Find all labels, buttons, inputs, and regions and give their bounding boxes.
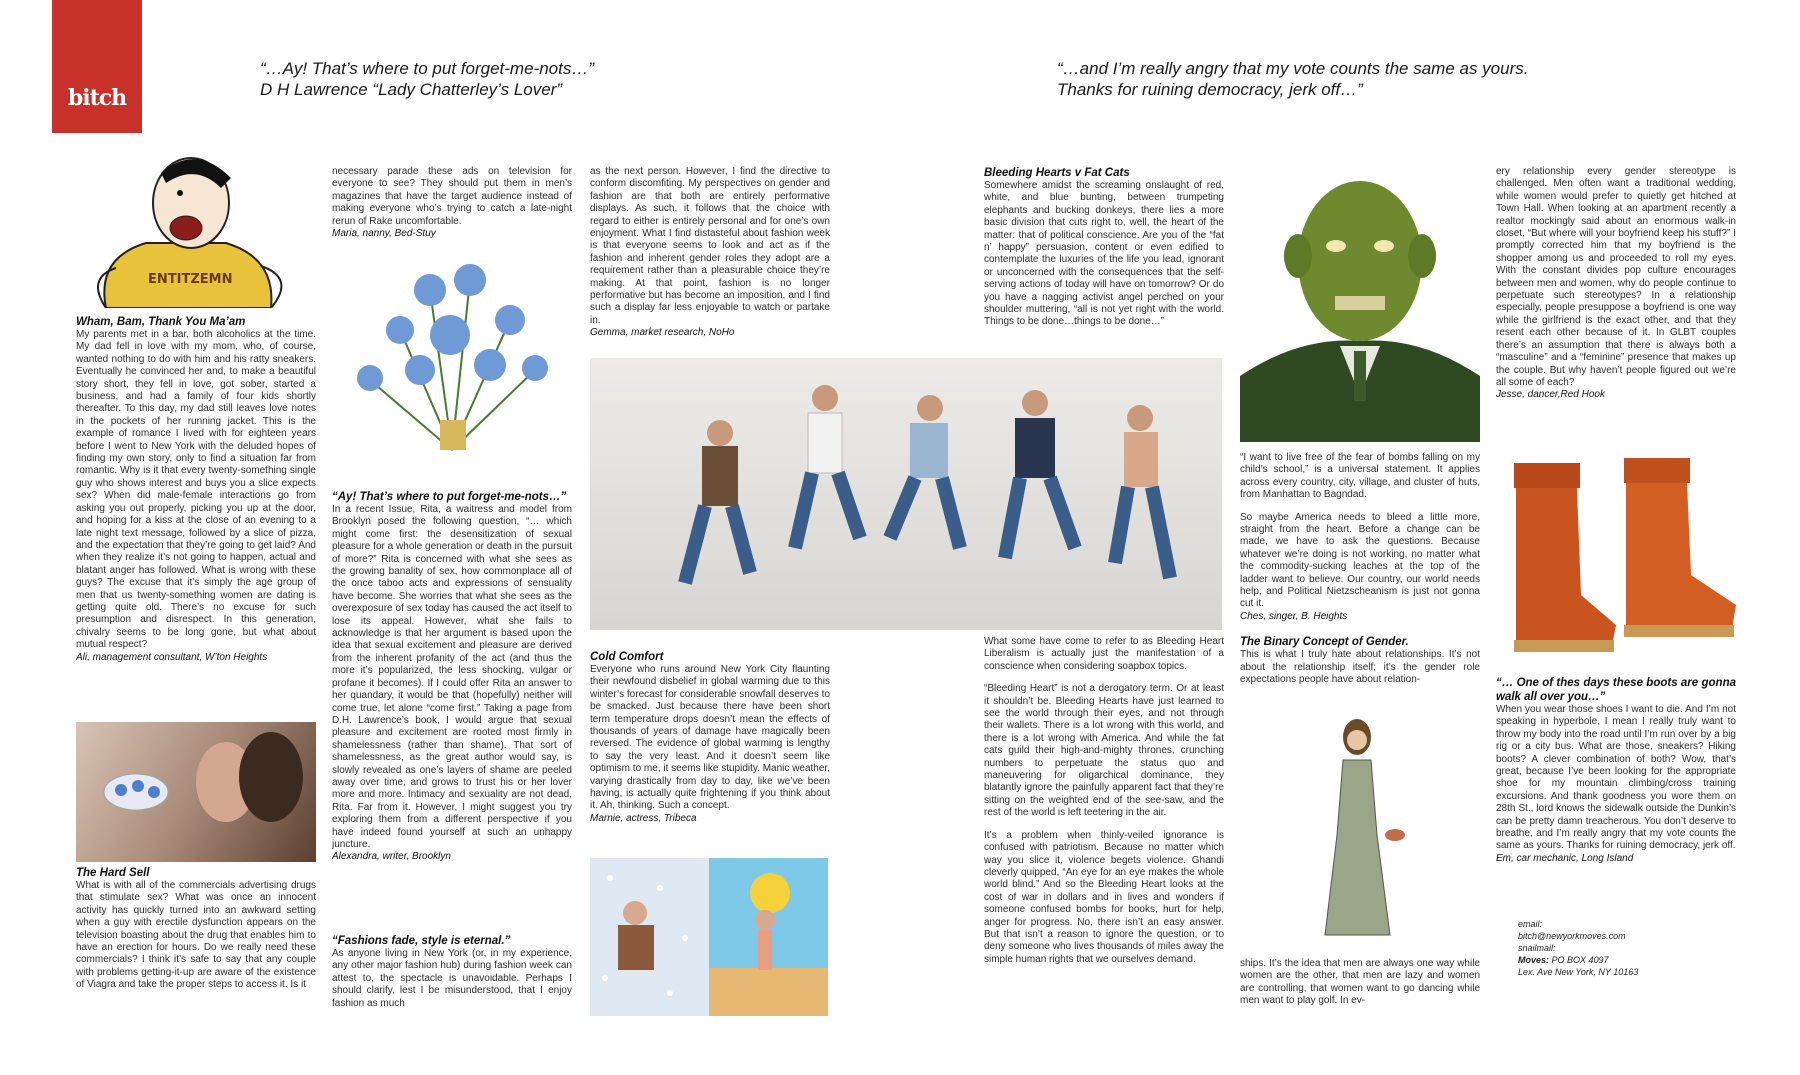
article-body-boots: When you wear those shoes I want to die. And I’m not speaking in hyperbole, I mean I really truly want to throw my body into the road until I’m run over by a big rig or a city bus. What are those, sneakers? Hiking boots? A clever combination of both? Wow, that’s great, because I’ve been looking for the appropriate shoe for my mountain climbing/cross training excursions. And thank goodness you wore them on 28th St., lord knows the sidewalk outside the Dunkin’s can be pretty damn treacherous. You don’t deserve to breathe, and I’m really angry that my vote counts the same as yours. Thanks for ruining democracy, jerk off. — [1496, 704, 1736, 852]
article-title-binary-gender: The Binary Concept of Gender. — [1240, 636, 1409, 649]
article-signature-ali: Ali, management consultant, W’ton Heights — [76, 651, 268, 663]
universal-statement-paragraph: “I want to live free of the fear of bombs falling on my child’s school,” is a universal statement. It applies across every country, city, village, and cluster of huts, from Manhattan to Bagndad. — [1240, 452, 1480, 501]
column-2-intro — [332, 166, 572, 240]
bleeding-hearts-paragraph-2: “Bleeding Heart” is not a derogatory term. Or at least it shouldn’t be. Bleeding Hearts have just learned to see the world through their eyes, and not through their wallets. There is a lot wrong with this world, and there is a lot wrong with America. And while the fat cats guild their high-and-mighty thrones, crunching numbers to perpetuate the status quo and maneuvering for oligarchical dominance, they blatantly ignore the painfully apparent fact that they’re sitting on the weighted end of the see-saw, and the rest of the world is left teetering in the air. — [984, 683, 1224, 819]
magazine-logo — [52, 0, 142, 133]
article-title-boots: “… One of thes days these boots are gonna walk all over you…” — [1496, 677, 1736, 703]
column-2-article — [332, 490, 572, 920]
couple-kissing-photo — [76, 722, 316, 862]
bleed-a-little-paragraph: So maybe America needs to bleed a little more, straight from the heart. Before a change can be made, we have to ask the questions. Because whatever we’re doing is not working, no matter what the commodity-sucking leaches at the top of the ladder want to believe. Our country, our world needs help, and Political Nietzscheanism is just not gonna cut it. — [1240, 511, 1480, 610]
header-quote-right-line1: “…and I’m really angry that my vote counts the same as yours. — [1057, 59, 1529, 78]
city-address: Lex. Ave New York, NY 10163 — [1518, 967, 1639, 977]
article-body-gender-cont: ery relationship every gender stereotype is challenged. Men often want a traditional wedding, while women would prefer to quietly get hitched at Town Hall. When looking at an apartment recently a realtor mockingly said about an enormous walk-in closet, “But where will your boyfriend keep his stuff?” I promptly corrected him that my boyfriend is the shopper among us and proceeded to roll my eyes. With the constant divides pop culture encourages between men and women, why do people continue to perpetuate such stereotypes? In a relationship especially, people presuppose a boyfriend is one way while the girlfriend is the exact other, and that they resent each other because of it. In GLBT couples there’s an assumption that there is always both a “masculine” and a “feminine” presence that makes up the couple. But why haven’t people figured out we’re all some of each? — [1496, 166, 1736, 388]
article-title-forget-me-nots: “Ay! That’s where to put forget-me-nots…” — [332, 491, 567, 503]
column-6-intro — [1496, 166, 1736, 436]
article-body-fashions-fade: As anyone living in New York (or, in my experience, any other major fashion hub) during fashion week can attest to, the spectacle is unavoidable. Perhaps I should clarify, lest I be misunderstood, that I enjoy fashion as much — [332, 948, 572, 1009]
article-body-binary-gender-cont: ships. It’s the idea that men are always one way while women are the other, that men are lazy and women are controlling, that women want to go dancing while men want to play golf. In ev- — [1240, 958, 1480, 1007]
email-address[interactable]: bitch@newyorkmoves.com — [1518, 931, 1626, 941]
column-1-hard-sell — [76, 866, 316, 1016]
forget-me-nots-illustration — [340, 250, 565, 485]
article-title-hard-sell: The Hard Sell — [76, 867, 150, 879]
column-3-article — [590, 650, 830, 855]
column-6-article — [1496, 676, 1736, 908]
article-signature-jesse: Jesse, dancer,Red Hook — [1496, 389, 1605, 401]
column-5-bottom — [1240, 958, 1480, 1018]
article-title-wham-bam: Wham, Bam, Thank You Ma’am — [76, 316, 246, 328]
article-signature-em: Em, car mechanic, Long Island — [1496, 852, 1634, 864]
header-quote-left — [260, 58, 860, 100]
cartoon-man-illustration — [76, 148, 301, 308]
article-title-bleeding-hearts: Bleeding Hearts v Fat Cats — [984, 167, 1130, 179]
header-quote-right-line2: Thanks for ruining democracy, jerk off…” — [1057, 80, 1363, 99]
article-body-cold-comfort: Everyone who runs around New York City flaunting their newfound disbelief in global warming due to this winter’s forecast for considerable snowfall deserves to be smacked. Just because there have been short term temperature drops doesn’t mean the effects of thousands of years of damage have magically been reversed. The evidence of global warming is lengthy to say the very least. And it doesn’t seem like optimism to me, it seems like stupidity. Manic weather, varying drastically from day to day, like we’ve been having, is actually quite frightening if you think about it. Ah, thinking. Such a concept. — [590, 664, 830, 812]
column-3-intro — [590, 166, 830, 356]
column-1-article — [76, 315, 316, 720]
angry-green-man-illustration — [1240, 166, 1480, 442]
column-4-article — [984, 166, 1224, 358]
article-signature-gemma: Gemma, market research, NoHo — [590, 327, 735, 339]
article-body-fashion-cont: as the next person. However, I find the directive to conform discomfiting. My perspectives on gender and fashion are that both are entirely performative displays. As such, it follows that the choice with regard to either is entirely personal and for one’s own enjoyment. What I find distasteful about fashion week is that everyone seems to look and act as if the fashion and inherent gender roles they adopt are a requirement rather than a pleasurable choice they’re making. At that point, fashion is no longer performative but has become an imposition, and I find such a display far less enjoyable to watch or partake in. — [590, 166, 830, 326]
winter-summer-illustration — [590, 858, 828, 1016]
article-title-fashions-fade: “Fashions fade, style is eternal.” — [332, 935, 511, 947]
article-signature-marnie: Marnie, actress, Tribeca — [590, 812, 697, 824]
logo-text: bitch — [67, 85, 127, 111]
article-body-hard-sell: What is with all of the commercials advertising drugs that stimulate sex? What was once an innocent activity has quickly turned into an awkward setting when a guy with erectile dysfunction appears on the television boasting about the drug that enables him to have an erection for hours. Do we really need these commercials? I think it’s safe to say that any couple with problems getting-it-up are aware of the existence of Viagra and take the proper steps to access it. Is it — [76, 880, 316, 991]
email-label: email: — [1518, 919, 1543, 929]
header-quote-left-line2: D H Lawrence “Lady Chatterley’s Lover” — [260, 80, 563, 99]
snailmail-label: snailmail: — [1518, 943, 1556, 953]
bleeding-hearts-paragraph-1: What some have come to refer to as Bleeding Heart Liberalism is actually just the manifestation of a conscience when considering soapbox topics. — [984, 636, 1224, 672]
header-quote-right — [1057, 58, 1697, 100]
moves-label: Moves: — [1518, 955, 1550, 965]
column-2-fashion — [332, 934, 572, 1019]
article-body-wham-bam: My parents met in a bar, both alcoholics at the time. My dad fell in love with my mom, who, of course, wanted nothing to do with him and his ratty sneakers. Eventually he convinced her and, to make a beautiful story short, they fell in love, got sober, started a business, and had a family of four kids shortly thereafter. To this day, my dad still leaves love notes in the pockets of her running jacket. This is the example of romance I lived with for eighteen years before I went to New York with the deluded hopes of finding my own story, only to find a situation far from romantic. Why is it that every twenty-something single guy who shows interest and buys you a slice expects sex? When did male-female interactions go from asking you out properly, picking you up at the door, and hoping for a kiss at the close of an evening to a late night text message, followed by a slice of pizza, and the expectation that they’re going to get laid? And when they realize it’s not going to happen, actual and blatant anger has followed. What is wrong with these guys? The excuse that it’s simply the age group of men that us twenty-something women are dating is getting quite old. There’s no excuse for such presumption and disrespect. In this generation, chivalry seems to be long gone, but what about mutual respect? — [76, 329, 316, 651]
orange-boots-photo — [1496, 455, 1746, 665]
contact-address-block — [1518, 918, 1738, 978]
po-box: PO BOX 4097 — [1551, 955, 1609, 965]
tshirt-text: ENTITZEMN — [148, 272, 233, 287]
bleeding-hearts-paragraph-3: It’s a problem when thinly-veiled ignorance is confused with patriotism. Because no matter which way you slice it, violence begets violence. Ghandi cleverly quipped, “An eye for an eye makes the whole world blind.” And so the Bleeding Heart looks at the cost of war in dollars and in lives and wonders if someone confused bombs for books, hurt for help, anger for progress. No, there isn’t an easy answer. But that isn’t a reason to ignore the question, or to deny someone who lives thousands of miles away the simple human rights that we ourselves demand. — [984, 829, 1224, 965]
article-signature-ches: Ches, singer, B. Heights — [1240, 610, 1348, 622]
woman-in-dress-illustration — [1295, 715, 1425, 940]
article-body-bleeding-hearts: Somewhere amidst the screaming onslaught of red, white, and blue bunting, between trumpeting elephants and bucking donkeys, there lies a more basic division that cuts right to, well, the heart of the matter: that of political conscience. Are you of the “fat n’ happy” persuasion, content or even edified to contemplate the luxuries of the life you lead, ignorant or unconcerned with the consequences that the self-serving actions of today will have on tomorrow? Or do you have a nagging activist angel perched on your shoulder muttering, “all is not yet right with the world. Things to be done…things to be done…” — [984, 180, 1224, 328]
article-title-cold-comfort: Cold Comfort — [590, 651, 664, 663]
article-signature-alexandra: Alexandra, writer, Brooklyn — [332, 851, 451, 863]
article-signature-maria: Maria, nanny, Bed-Stuy — [332, 228, 436, 240]
column-5-article — [1240, 452, 1480, 702]
header-quote-left-line1: “…Ay! That’s where to put forget-me-nots…” — [260, 59, 594, 78]
jumping-men-photo — [590, 358, 1222, 630]
article-body-forget-me-nots: In a recent Issue, Rita, a waitress and model from Brooklyn posed the following question, “… which might come first: the desensitization of sexual pleasure for a whole generation or death in the pursuit of more?” Rita is concerned with what she sees as the growing banality of sex, how commonplace all of the once taboo acts and expressions of sensuality have become. She worries that what she sees as the overexposure of sex today has caused the act itself to lose its appeal. However, what she fails to acknowledge is that her argument is based upon the idea that sexual excitement and pleasure are derived from the inherent profanity of the act (and thus the more it’s popularized, the less shocking, vulgar or profane it becomes). If I could offer Rita an answer to her quandary, it would be that (hopefully) neither will come true, let alone “come first.” Taking a page from D.H. Lawrence’s book, I would argue that sexual pleasure and excitement are rooted most firmly in shamelessness (rather than shame). That sort of shamelessness, as the great author would say, is slowly revealed as one’s layers of shame are peeled away over time, and grows to trust his or her lover more and more. Intimacy and sexuality are not dead, Rita. Far from it. However, I might suggest you try exploring them from a different perspective if you have indeed found yourself at such an unhappy juncture. — [332, 504, 572, 850]
article-body-hard-sell-cont: necessary parade these ads on television for everyone to see? They should put them in men’s magazines that have the target audience instead of making everyone who’s trying to catch a late-night rerun of Rake uncomfortable. — [332, 166, 572, 227]
article-body-binary-gender: This is what I truly hate about relationships. It’s not about the relationship itself; it’s the gender role expectations people have about relation- — [1240, 649, 1480, 686]
column-4-continued — [984, 636, 1224, 1018]
